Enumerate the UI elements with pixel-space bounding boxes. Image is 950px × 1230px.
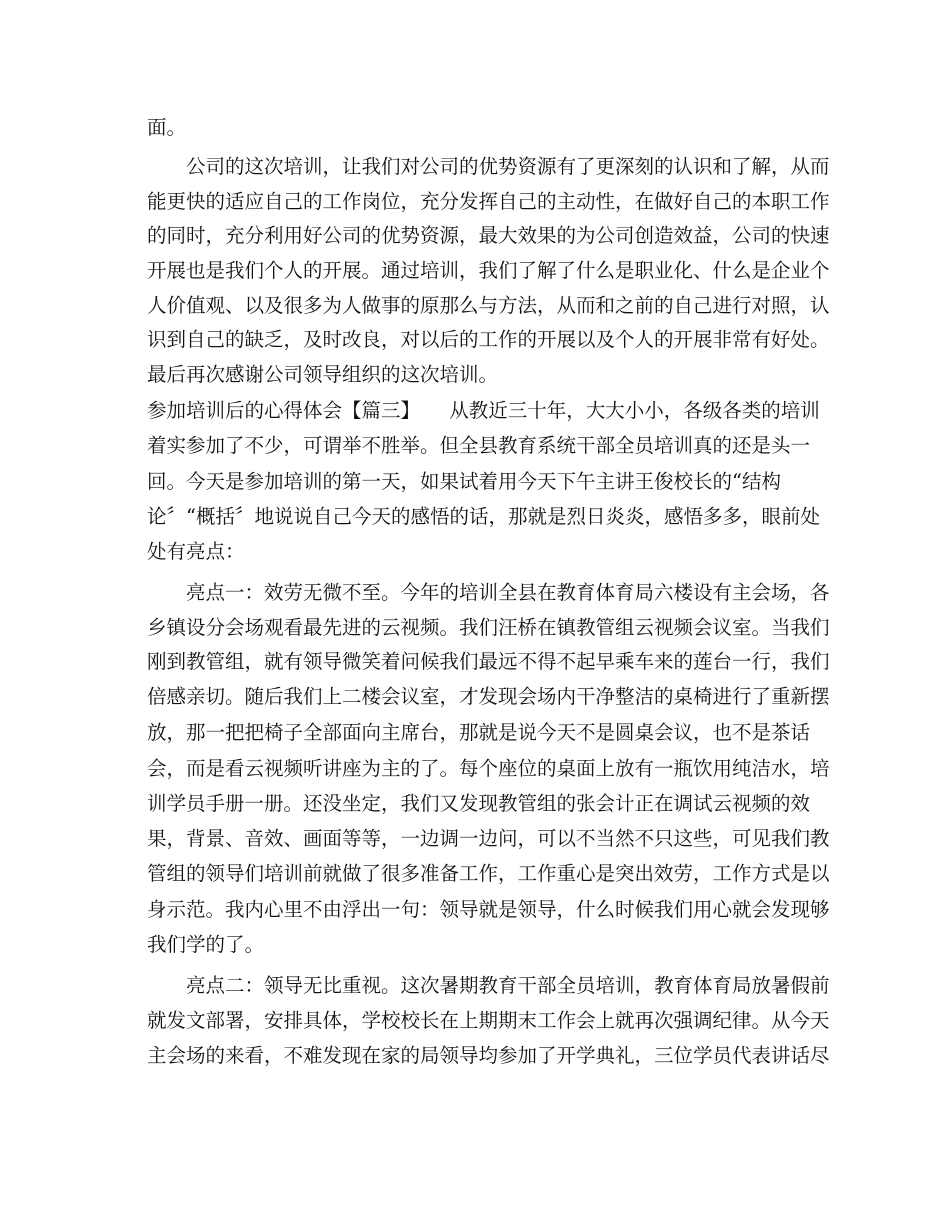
text-line: 的同时，充分利用好公司的优势资源，最大效果的为公司创造效益，公司的快速 xyxy=(147,224,830,247)
text-line: 最后再次感谢公司领导组织的这次培训。 xyxy=(147,363,499,386)
paragraph-start-line: 亮点一：效劳无微不至。今年的培训全县在教育体育局六楼设有主会场，各 xyxy=(186,581,830,604)
text-line: 能更快的适应自己的工作岗位，充分发挥自己的主动性，在做好自己的本职工作 xyxy=(147,190,830,213)
text-line: 人价值观、以及很多为人做事的原那么与方法，从而和之前的自己进行对照，认 xyxy=(147,294,830,317)
paragraph-start-line: 亮点二：领导无比重视。这次暑期教育干部全员培训，教育体育局放暑假前 xyxy=(186,974,830,997)
text-line: 果，背景、音效、画面等等，一边调一边问，可以不当然不只这些，可见我们教 xyxy=(147,827,830,850)
text-line: 身示范。我内心里不由浮出一句：领导就是领导，什么时候我们用心就会发现够 xyxy=(147,898,830,921)
text-line: 回。今天是参加培训的第一天，如果试着用今天下午主讲王俊校长的“结构 xyxy=(147,470,781,493)
text-line: 开展也是我们个人的开展。通过培训，我们了解了什么是职业化、什么是企业个 xyxy=(147,259,830,282)
text-line: 着实参加了不少，可谓举不胜举。但全县教育系统干部全员培训真的还是头一 xyxy=(147,434,811,457)
text-line: 训学员手册一册。还没坐定，我们又发现教管组的张会计正在调试云视频的效 xyxy=(147,792,811,815)
text-line: 我们学的了。 xyxy=(147,933,265,956)
section-heading-line: 参加培训后的心得体会【篇三】 从教近三十年，大大小小，各级各类的培训 xyxy=(147,399,820,422)
text-line: 放，那一把把椅子全部面向主席台，那就是说今天不是圆桌会议，也不是茶话 xyxy=(147,721,811,744)
paragraph-start-line: 公司的这次培训，让我们对公司的优势资源有了更深刻的认识和了解，从而 xyxy=(186,155,830,178)
text-line: 乡镇设分会场观看最先进的云视频。我们汪桥在镇教管组云视频会议室。当我们 xyxy=(147,616,830,639)
text-line: 会，而是看云视频听讲座为主的了。每个座位的桌面上放有一瓶饮用纯洁水，培 xyxy=(147,757,830,780)
text-line: 面。 xyxy=(147,116,187,139)
text-line: 就发文部署，安排具体，学校校长在上期期末工作会上就再次强调纪律。从今天 xyxy=(147,1009,830,1032)
text-line: 管组的领导们培训前就做了很多准备工作，工作重心是突出效劳，工作方式是以 xyxy=(147,862,830,885)
text-line: 倍感亲切。随后我们上二楼会议室，才发现会场内干净整洁的桌椅进行了重新摆 xyxy=(147,685,830,708)
text-line: 处有亮点： xyxy=(147,540,245,563)
text-line: 刚到教管组，就有领导微笑着问候我们最远不得不起早乘车来的莲台一行，我们 xyxy=(147,650,830,673)
text-line: 论〞“概括〞地说说自己今天的感悟的话，那就是烈日炎炎，感悟多多，眼前处 xyxy=(147,505,820,528)
text-line: 识到自己的缺乏，及时改良，对以后的工作的开展以及个人的开展非常有好处。 xyxy=(147,328,830,351)
text-line: 主会场的来看，不难发现在家的局领导均参加了开学典礼，三位学员代表讲话尽 xyxy=(147,1044,830,1067)
